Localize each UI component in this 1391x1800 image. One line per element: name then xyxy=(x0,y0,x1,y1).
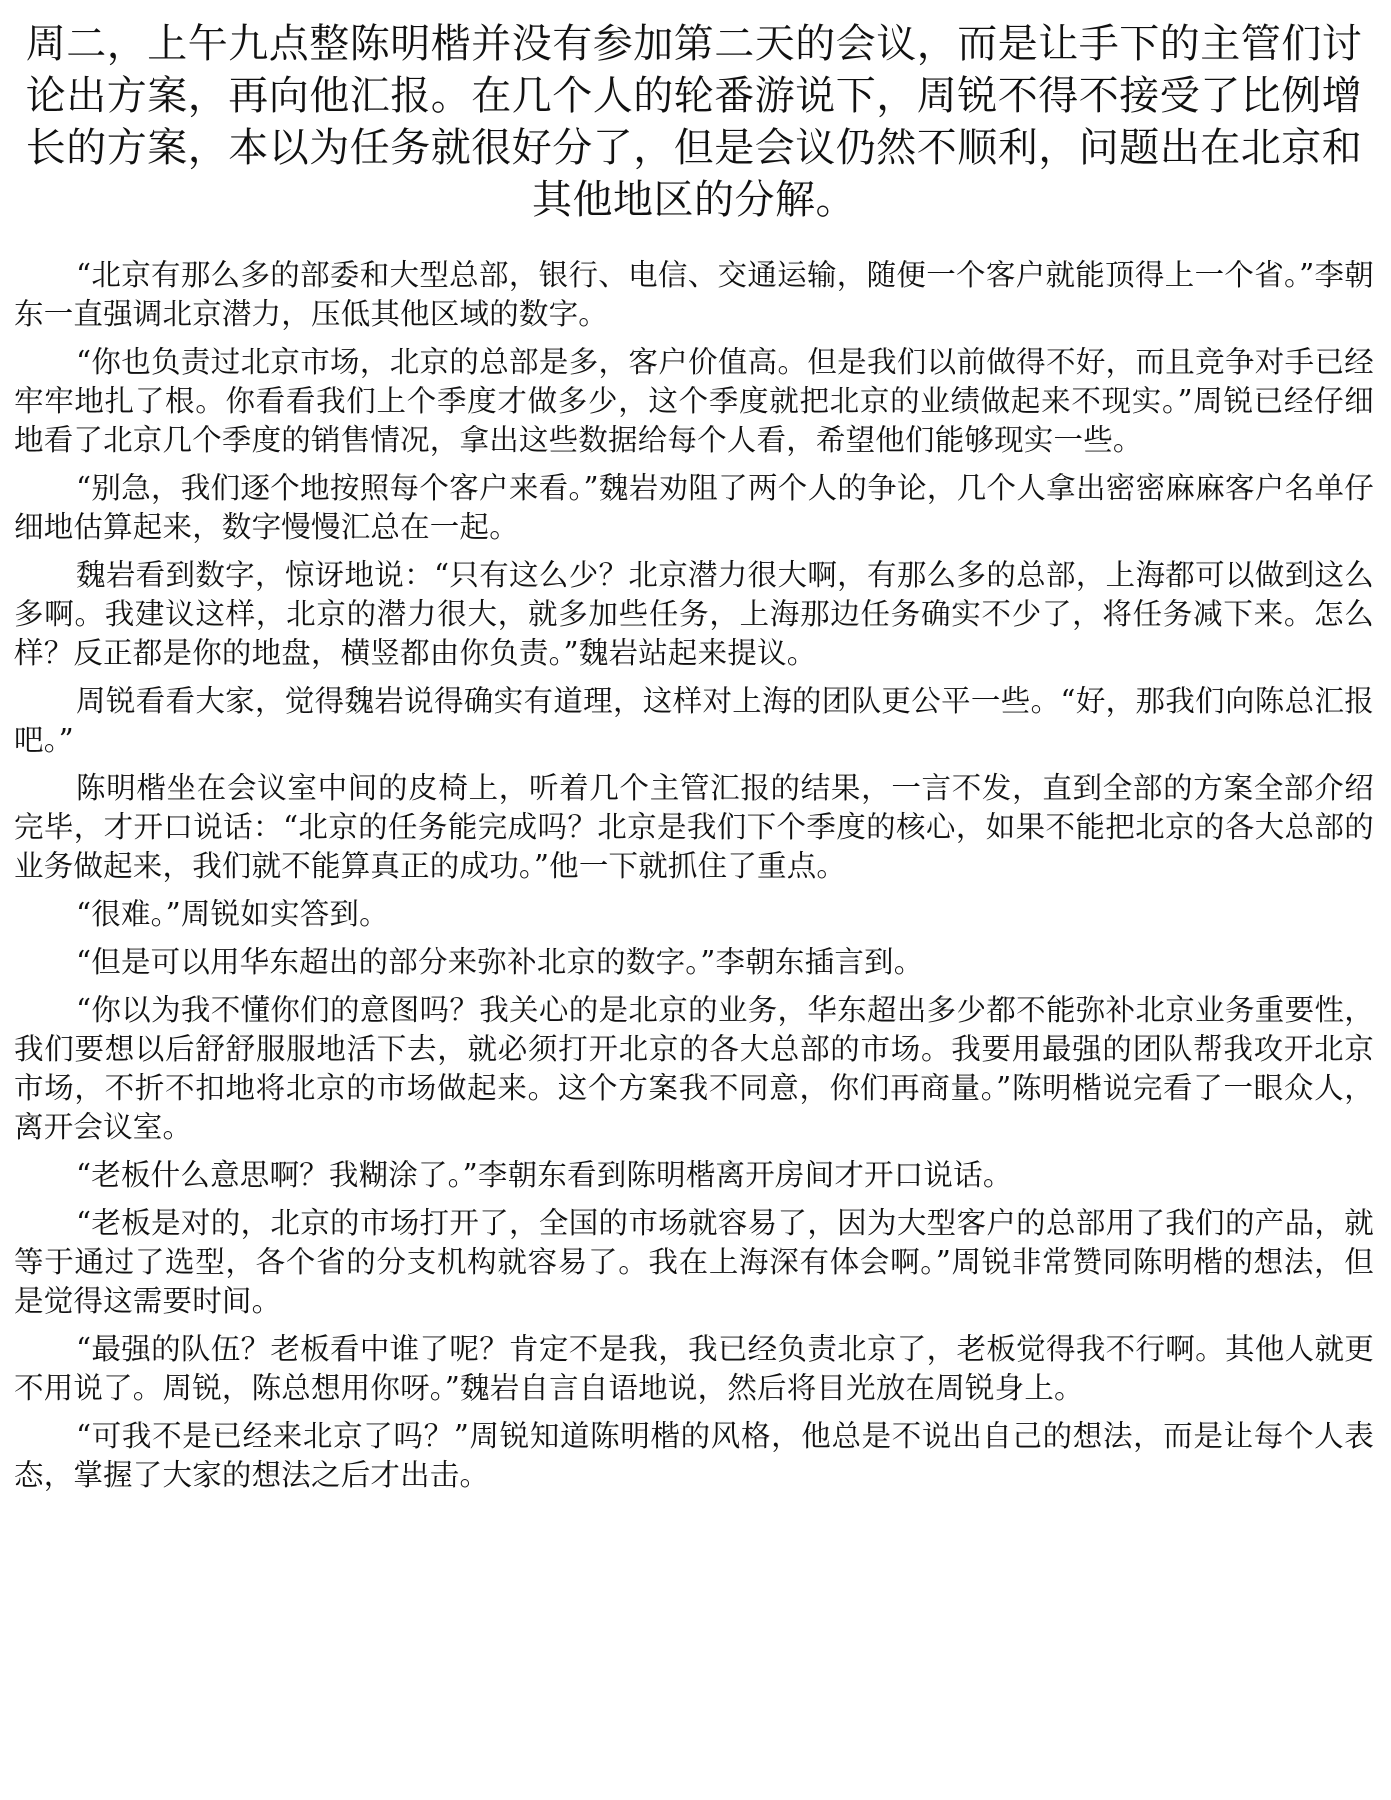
paragraph-9: “你以为我不懂你们的意图吗？我关心的是北京的业务，华东超出多少都不能弥补北京业务重要性，我们要想以后舒舒服服地活下去，就必须打开北京的各大总部的市场。我要用最强的团队帮我攻开北京市场，不折不扣地将北京的市场做起来。这个方案我不同意，你们再商量。”陈明楷说完看了一眼众人，离开会议室。 xyxy=(14,993,1374,1144)
paragraph-4: 魏岩看到数字，惊讶地说：“只有这么少？北京潜力很大啊，有那么多的总部，上海都可以做到这么多啊。我建议这样，北京的潜力很大，就多加些任务，上海那边任务确实不少了，将任务减下来。怎么样？反正都是你的地盘，横竖都由你负责。”魏岩站起来提议。 xyxy=(14,558,1374,670)
paragraph-3: “别急，我们逐个地按照每个客户来看。”魏岩劝阻了两个人的争论，几个人拿出密密麻麻客户名单仔细地估算起来，数字慢慢汇总在一起。 xyxy=(14,471,1374,544)
page-content xyxy=(14,18,1374,1504)
paragraph-2: “你也负责过北京市场，北京的总部是多，客户价值高。但是我们以前做得不好，而且竞争对手已经牢牢地扎了根。你看看我们上个季度才做多少，这个季度就把北京的业绩做起来不现实。”周锐已经仔细地看了北京几个季度的销售情况，拿出这些数据给每个人看，希望他们能够现实一些。 xyxy=(14,345,1374,457)
paragraph-5: 周锐看看大家，觉得魏岩说得确实有道理，这样对上海的团队更公平一些。“好，那我们向陈总汇报吧。” xyxy=(14,684,1374,757)
paragraph-13: “可我不是已经来北京了吗？”周锐知道陈明楷的风格，他总是不说出自己的想法，而是让每个人表态，掌握了大家的想法之后才出击。 xyxy=(14,1419,1374,1492)
paragraph-12: “最强的队伍？老板看中谁了呢？肯定不是我，我已经负责北京了，老板觉得我不行啊。其他人就更不用说了。周锐，陈总想用你呀。”魏岩自言自语地说，然后将目光放在周锐身上。 xyxy=(14,1332,1374,1405)
paragraph-8: “但是可以用华东超出的部分来弥补北京的数字。”李朝东插言到。 xyxy=(76,945,924,979)
paragraph-11: “老板是对的，北京的市场打开了，全国的市场就容易了，因为大型客户的总部用了我们的产品，就等于通过了选型，各个省的分支机构就容易了。我在上海深有体会啊。”周锐非常赞同陈明楷的想法，但是觉得这需要时间。 xyxy=(14,1206,1374,1318)
paragraph-6: 陈明楷坐在会议室中间的皮椅上，听着几个主管汇报的结果，一言不发，直到全部的方案全部介绍完毕，才开口说话：“北京的任务能完成吗？北京是我们下个季度的核心，如果不能把北京的各大总部的业务做起来，我们就不能算真正的成功。”他一下就抓住了重点。 xyxy=(14,771,1374,883)
paragraph-1: “北京有那么多的部委和大型总部，银行、电信、交通运输，随便一个客户就能顶得上一个省。”李朝东一直强调北京潜力，压低其他区域的数字。 xyxy=(14,258,1374,331)
paragraph-7: “很难。”周锐如实答到。 xyxy=(76,897,389,931)
page-heading: 周二，上午九点整陈明楷并没有参加第二天的会议，而是让手下的主管们讨论出方案，再向他汇报。在几个人的轮番游说下，周锐不得不接受了比例增长的方案，本以为任务就很好分了，但是会议仍然不顺利，问题出在北京和其他地区的分解。 xyxy=(25,21,1363,223)
paragraph-10: “老板什么意思啊？我糊涂了。”李朝东看到陈明楷离开房间才开口说话。 xyxy=(76,1158,1013,1192)
